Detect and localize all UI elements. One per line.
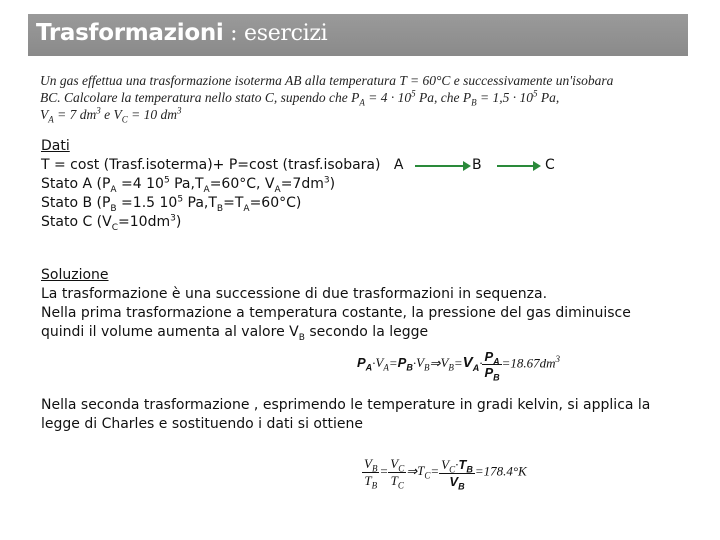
soluzione-line-1: La trasformazione è una successione di due trasformazioni in sequenza. xyxy=(41,286,548,302)
dati-line-1: T = cost (Trasf.isoterma)+ P=cost (trasf.isobara) A xyxy=(41,157,404,173)
soluzione-section xyxy=(41,266,631,342)
soluzione-heading: Soluzione xyxy=(41,267,109,283)
state-a-label: A xyxy=(393,157,404,173)
state-b-label: B xyxy=(472,157,482,173)
dati-state-b: Stato B ($P_B =1.5$ $10^5$ $Pa,T_B=T_A=60^\circ C$) xyxy=(41,194,302,214)
soluzione-line-4: Nella seconda trasformazione , esprimendo le temperature in gradi kelvin, si applica la xyxy=(41,397,651,413)
problem-line-2: BC. Calcolare la temperatura nello stato C, supendo che $P_A = 4 \cdot 10^5$ Pa, che $P_B = 1,5 \cdot 10^5$ Pa, xyxy=(40,88,560,108)
soluzione-line-2: Nella prima trasformazione a temperatura costante, la pressione del gas diminuisce xyxy=(41,305,631,321)
equation-charles: $\frac{V_B}{T_B}$ = $\frac{V_C}{T_C}$ $\Rightarrow T_C=$ $\frac{V_C\cdot T_B}{V_B}$ =178.4°K xyxy=(364,456,527,492)
state-c-label: C xyxy=(545,157,555,173)
arrow-b-c xyxy=(497,165,535,167)
dati-section xyxy=(41,137,403,232)
soluzione-continued xyxy=(41,396,650,434)
problem-statement xyxy=(40,72,690,124)
arrow-a-b xyxy=(415,165,465,167)
soluzione-line-5: legge di Charles e sostituendo i dati si ottiene xyxy=(41,416,363,432)
slide-title: Trasformazioni : esercizi xyxy=(36,20,328,46)
soluzione-line-3: quindi il volume aumenta al valore $V_B$ secondo la legge xyxy=(41,324,429,343)
dati-state-a: Stato A ($P_A =4$ $10^5$ $Pa,T_A=60^\circ C$, $V_A=7dm^3$) xyxy=(41,175,336,195)
equation-boyle: $P_A\cdot V_A=P_B\cdot V_B\Rightarrow V_B=V_A\cdot$ $\frac{P_A}{P_B}$ $=18.67dm^3$ xyxy=(357,349,561,383)
title-bar xyxy=(28,14,688,56)
dati-state-c: Stato C $(V_C=10dm^3)$ xyxy=(41,213,182,233)
problem-line-1: Un gas effettua una trasformazione isoterma AB alla temperatura T = 60°C e successivamente un'isobara xyxy=(40,73,614,88)
problem-line-3: $V_A = 7$ $dm^3$ e $V_C = 10$ $dm^3$ xyxy=(40,105,182,125)
dati-heading: Dati xyxy=(41,138,70,154)
